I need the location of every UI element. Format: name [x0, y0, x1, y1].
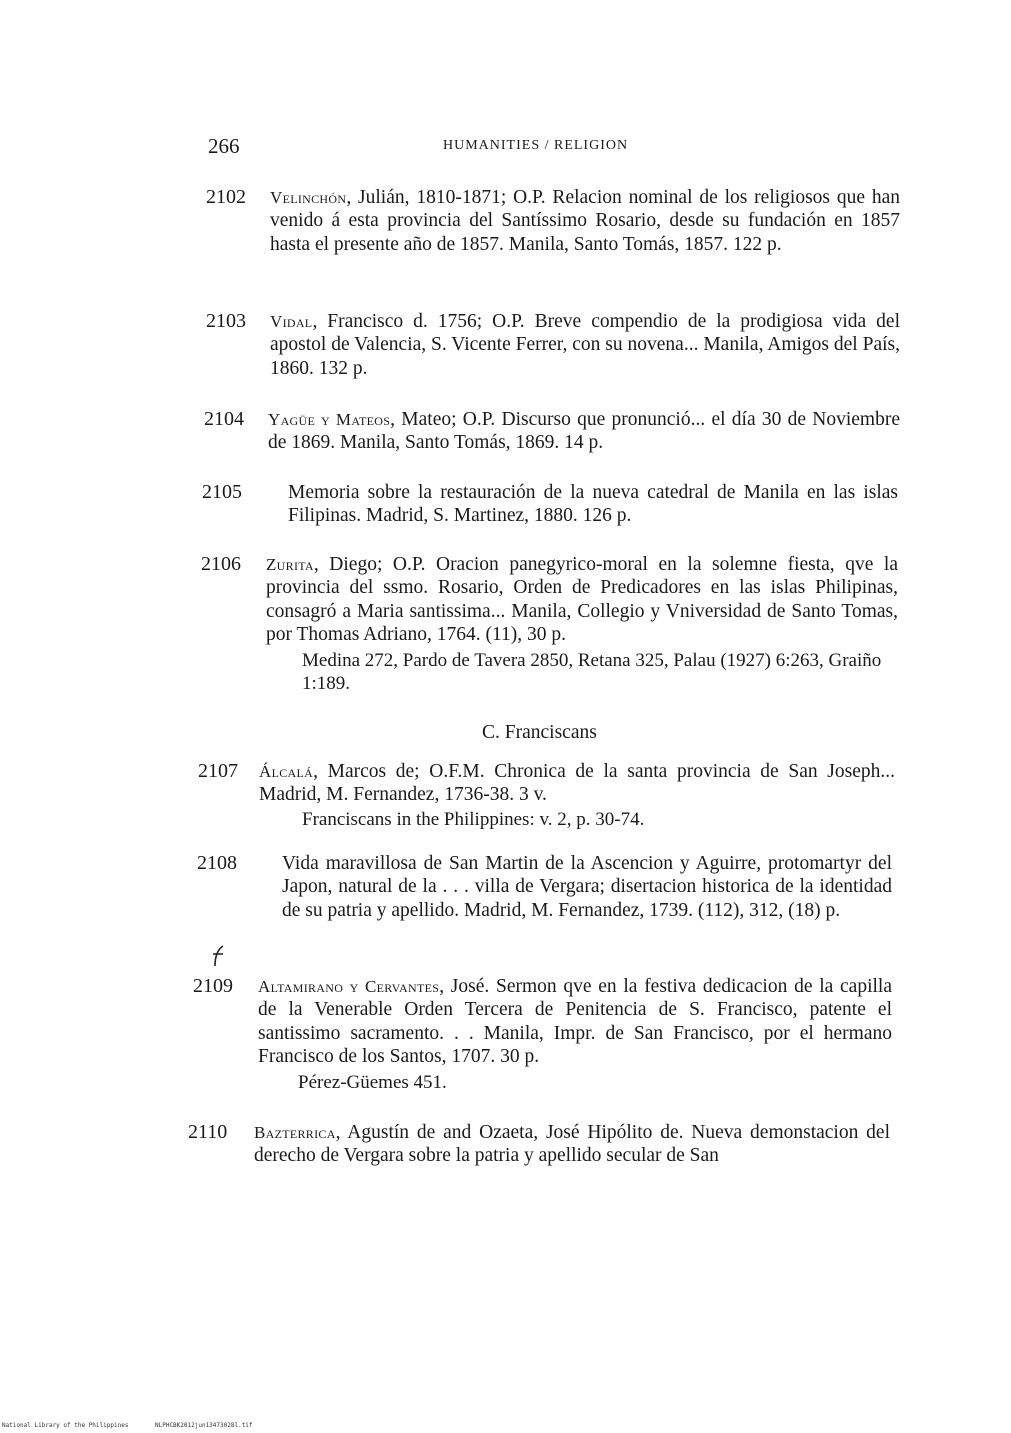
entry-number: 2107: [198, 760, 238, 782]
entry-author: Álcalá: [259, 762, 314, 781]
entry-citation: , José. Sermon qve en la festiva dedicacion de la capilla de la Venerable Orden Tercera de Penitencia de S. Francisco, patente el santissimo sacramento. . . Manila, Impr. de San Francisco, por el hermano Francisco de los Santos, 1707. 30 p.: [258, 976, 892, 1068]
entry-number: 2105: [202, 481, 242, 503]
entry-text: [268, 408, 900, 455]
entry-number: 2103: [206, 310, 246, 332]
entry-citation: Memoria sobre la restauración de la nueva catedral de Manila en las islas Filipinas. Madrid, S. Martinez, 1880. 126 p.: [288, 482, 898, 527]
entry-text: [270, 310, 900, 380]
entry-note: Pérez-Güemes 451.: [298, 1072, 447, 1093]
entry-text: [258, 975, 892, 1069]
entry-author: Yagüe y Mateos: [268, 410, 391, 429]
section-heading: C. Franciscans: [482, 722, 597, 743]
entry-text: [288, 481, 898, 528]
entry-citation: , Marcos de; O.F.M. Chronica de la santa provincia de San Joseph... Madrid, M. Fernandez, 1736-38. 3 v.: [259, 761, 895, 806]
entry-text: [254, 1121, 890, 1168]
entry-text: [266, 553, 898, 647]
entry-citation: , Mateo; O.P. Discurso que pronunció... el día 30 de Noviembre de 1869. Manila, Santo Tomás, 1869. 14 p.: [268, 409, 900, 454]
entry-citation: , Agustín de and Ozaeta, José Hipólito de. Nueva demonstacion del derecho de Vergara sobre la patria y apellido secular de San: [254, 1122, 890, 1167]
entry-note: Franciscans in the Philippines: v. 2, p. 30-74.: [302, 809, 645, 830]
page-number: 266: [208, 134, 240, 158]
entry-number: 2102: [206, 186, 246, 208]
entry-author: Vidal: [270, 312, 313, 331]
entry-author: Altamirano y Cervantes: [258, 977, 440, 996]
entry-text: [282, 852, 892, 922]
entry-text: [259, 760, 895, 807]
entry-number: 2110: [188, 1121, 228, 1143]
scan-footer-library: National Library of the Philippines: [2, 1422, 129, 1429]
scan-footer-filename: NLPHCBK2012jun13473028l.tif: [155, 1422, 253, 1429]
entry-citation: Vida maravillosa de San Martin de la Ascencion y Aguirre, protomartyr del Japon, natural de la . . . villa de Vergara; disertacion historica de la identidad de su patria y apellido. Madrid, M. Fernandez, 1739. (112), 312, (18) p.: [282, 853, 892, 921]
entry-citation: , Francisco d. 1756; O.P. Breve compendio de la prodigiosa vida del apostol de Valencia, S. Vicente Ferrer, con su novena... Manila, Amigos del País, 1860. 132 p.: [270, 311, 900, 379]
entry-number: 2106: [201, 553, 241, 575]
running-head: HUMANITIES / RELIGION: [443, 138, 629, 153]
entry-citation: , Julián, 1810-1871; O.P. Relacion nominal de los religiosos que han venido á esta provincia del Santíssimo Rosario, desde su fundación en 1857 hasta el presente año de 1857. Manila, Santo Tomás, 1857. 122 p.: [270, 187, 900, 255]
entry-number: 2104: [204, 408, 244, 430]
entry-number: 2108: [197, 852, 237, 874]
entry-author: Velinchón: [270, 188, 347, 207]
entry-citation: , Diego; O.P. Oracion panegyrico-moral en la solemne fiesta, qve la provincia del ssmo. Rosario, Orden de Predicadores en las islas Philipinas, consagró a Maria santissima... Manila, Collegio y Vniversidad de Santo Tomas, por Thomas Adriano, 1764. (11), 30 p.: [266, 554, 898, 646]
entry-note: Medina 272, Pardo de Tavera 2850, Retana 325, Palau (1927) 6:263, Graiño 1:189.: [302, 650, 882, 695]
entry-number: 2109: [193, 975, 233, 997]
entry-author: Bazterrica: [254, 1123, 336, 1142]
handwritten-mark: [211, 944, 227, 974]
entry-author: Zurita: [266, 555, 314, 574]
entry-text: [270, 186, 900, 256]
